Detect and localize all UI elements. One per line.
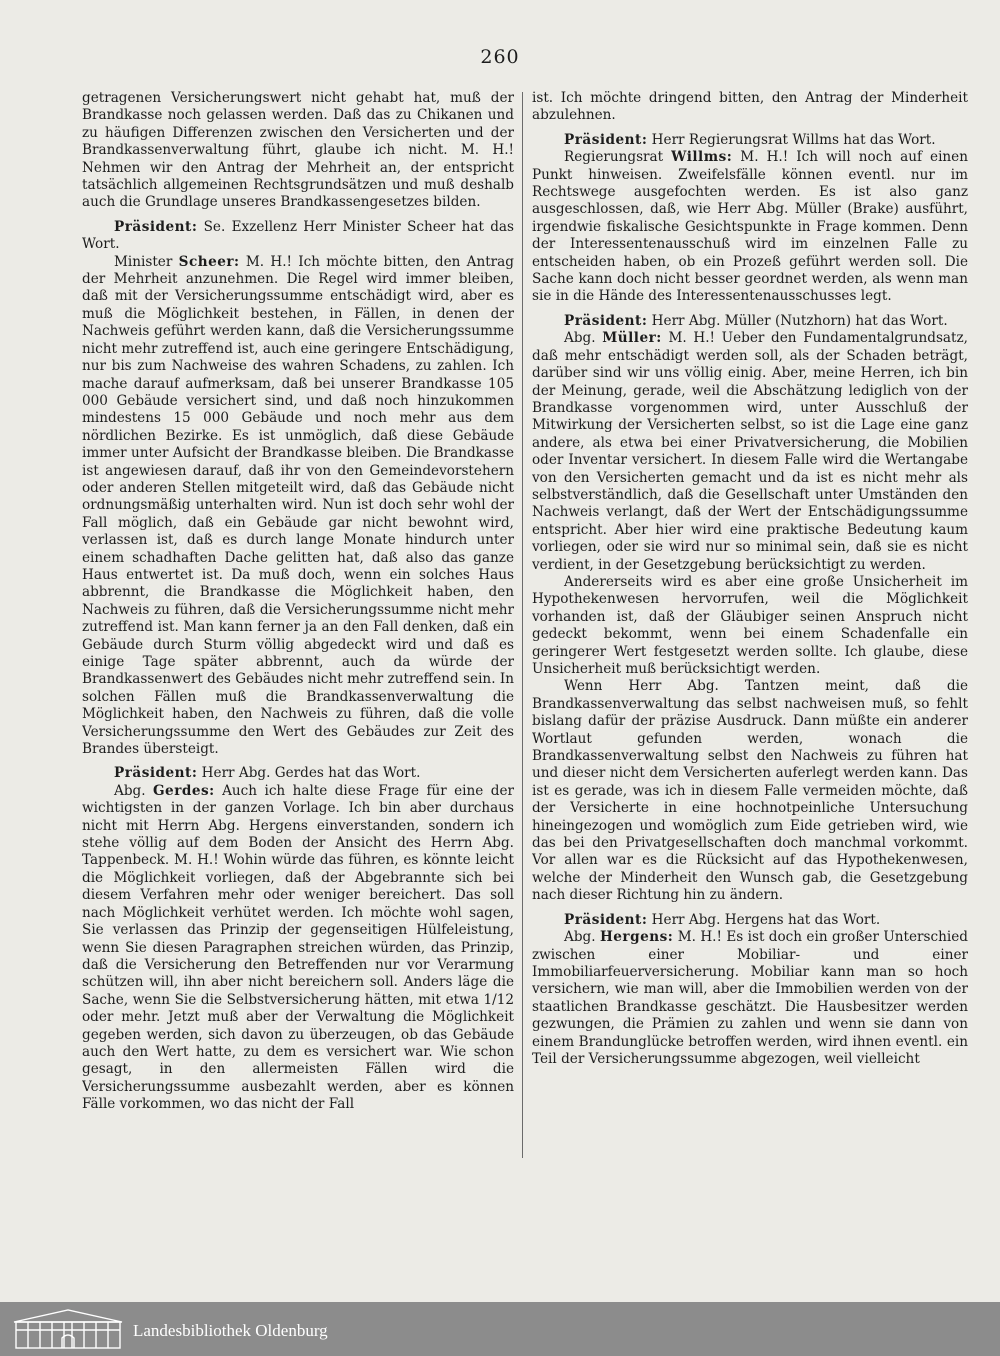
speaker-label: Präsident: [564,911,648,928]
speaker-name: Hergens: [599,929,674,946]
speaker-title: Abg. [114,782,153,799]
paragraph-text: Herr Abg. Gerdes hat das Wort. [197,765,421,782]
speaker-label: Präsident: [564,131,648,148]
speaker-title: Abg. [564,330,603,347]
paragraph-text: M. H.! Ich möchte bitten, den Antrag der Mehrheit anzunehmen. Die Regel wird immer bleiben, daß mit der Versicherungssumme entschädigt wird, aber es muß die Möglichkeit bestehen, in Fällen, in denen der Nachweis geführt werden kann, daß die Versicherungssumme nicht mehr zutreffend ist, auch eine geringere Entschädigung, nur bis zum Nachweise des wahren Schadens, zu zahlen. Ich mache darauf aufmerksam, daß bei unserer Brandkasse 105 000 Gebäude versichert sind, und daß noch hinzukommen mindestens 15 000 Gebäude und noch mehr aus dem nördlichen Bezirke. Es ist unmöglich, daß diese Gebäude immer unter Aufsicht der Brandkasse bleiben. Die Brandkasse ist angewiesen darauf, daß ihr von den Gemeindevorstehern oder anderen Stellen mitgeteilt wird, daß das Gebäude nicht ordnungsmäßig unterhalten wird. Nun ist doch sehr wohl der Fall möglich, daß ein Gebäude gar nicht bewohnt wird, verlassen ist, daß es durch lange Monate hindurch unter einem schadhaften Dache gelitten hat, daß also das ganze Haus entwertet ist. Da muß doch, wenn ein solches Haus abbrennt, die Brandkasse die Möglichkeit haben, den Nachweis zu führen, daß die Versicherungssumme nicht mehr zutreffend ist. Man kann ferner ja an den Fall denken, daß ein Gebäude durch Sturm völlig abgedeckt wird und daß es einige Tage später abbrennt, auch da würde der Brandkassenwert des Gebäudes nicht mehr zutreffend sein. In solchen Fällen muß die Brandkassenverwaltung die Möglichkeit haben, den Nachweis zu führen, daß die volle Versicherungssumme den Wert des Gebäudes zur Zeit des Brandes übersteigt. [82,253,514,758]
speech-paragraph [82,254,514,759]
right-column [532,90,968,1170]
speaker-title: Regierungsrat [564,149,672,166]
speaker-name: Scheer: [178,253,240,270]
paragraph: Andererseits wird es aber eine große Unsicherheit im Hypothekenwesen hervorrufen, weil die Möglichkeit vorhanden ist, daß der Gläubiger seinen Anspruch nicht gedeckt bekommt, wenn bei einem Schadenfalle ein geringerer Wert festgesetzt werden sollte. Ich glaube, diese Unsicherheit muß berücksichtigt werden. [532,573,968,677]
left-column [82,90,514,1170]
speaker-label: Präsident: [114,218,198,235]
paragraph-text: M. H.! Ich will noch auf einen Punkt hinweisen. Zweifelsfälle können eventl. nur im Rechtswege ausgefochten werden. Es ist also ganz ausgeschlossen, daß, wie Herr Abg. Müller (Brake) ausführt, irgendwie fiskalische Gesichtspunkte in Frage kommen. Denn der Interessentenausschuß wird im einzelnen Falle zu entscheiden haben, ob ein Prozeß geführt werden soll. Die Sache kann doch nicht besser geordnet werden, als wenn man sie in die Hände des Interessentenausschusses legt. [532,149,968,305]
speaker-title: Abg. [564,929,600,946]
column-divider [522,92,523,1158]
paragraph-text: M. H.! Es ist doch ein großer Unterschied zwischen einer Mobiliar- und einer Immobiliarfeuerversicherung. Mobiliar kann man so hoch versichern, wie man will, aber die Immobilien werden von der staatlichen Brandkasse geschätzt. Die Hausbesitzer werden gezwungen, die Prämien zu zahlen und wenn sie dann von einem Brandunglücke betroffen werden, wird ihnen eventl. ein Teil der Versicherungssumme abgezogen, weil vielleicht [532,929,968,1067]
speaker-paragraph [532,313,968,330]
speech-paragraph [532,929,968,1068]
paragraph-text: Herr Abg. Müller (Nutzhorn) hat das Wort. [647,312,948,329]
paragraph-text: Se. Exzellenz Herr Minister Scheer hat das Wort. [82,218,514,253]
speaker-paragraph [82,219,514,254]
paragraph-text: Auch ich halte diese Frage für eine der wichtigsten in der ganzen Vorlage. Ich bin aber durchaus nicht mit Herrn Abg. Hergens einverstanden, sondern ich stehe völlig auf dem Boden der Ansicht des Herrn Abg. Tappenbeck. M. H.! Wohin würde das führen, es könnte leicht die Möglichkeit vorliegen, daß der Abgebrannte sich bei diesem Verfahren mehr oder weniger bereichert. Das soll nach Möglichkeit verhütet werden. Ich möchte wohl sagen, Sie verlassen das Prinzip der gegenseitigen Hülfeleistung, wenn Sie diesen Paragraphen streichen würden, das Prinzip, daß die Versicherung den Betreffenden nur vor Verarmung schützen will, ihn aber nicht bereichern soll. Anders läge die Sache, wenn Sie die Selbstversicherung hätten, mit etwa 1/12 oder mehr. Jetzt muß aber der Verwaltung die Möglichkeit gegeben werden, sich davon zu überzeugen, ob das Gebäude auch den Wert hatte, zu dem es versichert war. Wie schon gesagt, in den allermeisten Fällen wird die Versicherungssumme ausbezahlt werden, aber es können Fälle vorkommen, wo das nicht der Fall [82,782,514,1113]
speaker-label: Präsident: [114,765,198,782]
paragraph: getragenen Versicherungswert nicht gehabt hat, muß der Brandkasse noch gelassen werden. Daß das zu Chikanen und zu häufigen Differenzen zwischen den Versicherten und der Brandkassenverwaltung führt, glaube ich nicht. M. H.! Nehmen wir den Antrag der Mehrheit an, der entspricht tatsächlich allgemeinen Rechtsgrundsätzen und muß deshalb auch die Grundlage unseres Brandkassengesetzes bilden. [82,90,514,211]
speaker-name: Müller: [602,330,662,347]
paragraph-text: Herr Abg. Hergens hat das Wort. [647,911,881,928]
page-number: 260 [480,46,520,68]
speech-paragraph [532,330,968,574]
paragraph: ist. Ich möchte dringend bitten, den Antrag der Minderheit abzulehnen. [532,90,968,124]
library-name: Landesbibliothek Oldenburg [133,1321,328,1340]
speaker-paragraph [532,912,968,929]
library-building-icon [10,1308,126,1350]
speech-paragraph [532,149,968,306]
speaker-title: Minister [114,253,179,270]
paragraph: Wenn Herr Abg. Tantzen meint, daß die Brandkassenverwaltung das selbst nachweisen muß, so fehlt bislang dafür der präzise Ausdruck. Dann müßte ein anderer Wortlaut gefunden werden, wonach die Brandkassenverwaltung selbst den Nachweis zu führen hat und dieser nicht dem Versicherten auferlegt werden kann. Das ist es gerade, was ich in diesem Falle vermeiden möchte, daß der Versicherte in eine hochnotpeinliche Untersuchung hineingezogen und womöglich zum Eide getrieben wird, wie das bei den Privatgesellschaften doch manchmal vorkommt. Vor allen war es die Rücksicht auf das Hypothekenwesen, welche der Minderheit den Wunsch gab, die Gesetzgebung nach dieser Richtung hin zu ändern. [532,678,968,904]
paragraph-text: M. H.! Ueber den Fundamentalgrundsatz, daß mehr entschädigt werden soll, als der Schaden beträgt, darüber sind wir uns völlig einig. Aber, meine Herren, ich bin der Meinung, gerade, weil die Abschätzung lediglich von der Brandkasse vorgenommen wird, unter Ausschluß der Mitwirkung der Versicherten selbst, so ist die Lage eine ganz andere, als etwa bei einer Privatversicherung, die Mobilien oder Inventar versichert. In diesem Falle wird die Wertangabe von den Versicherten gemacht und da ist es nicht mehr als selbstverständlich, daß die Gesellschaft unter Umständen den Nachweis verlangt, daß der Wert der Entschädigungssumme entspricht. Aber hier wird eine praktische Bedeutung kaum vorliegen, oder sie wird nur so minimal sein, daß sie es nicht verdient, in der Gesetzgebung berücksichtigt zu werden. [532,330,968,573]
speaker-paragraph [82,765,514,782]
speech-paragraph [82,783,514,1114]
speaker-paragraph [532,132,968,149]
speaker-name: Willms: [671,149,733,166]
paragraph-text: Herr Regierungsrat Willms hat das Wort. [647,131,936,148]
speaker-label: Präsident: [564,312,648,329]
footer-band [0,1302,1000,1356]
speaker-name: Gerdes: [152,782,215,799]
